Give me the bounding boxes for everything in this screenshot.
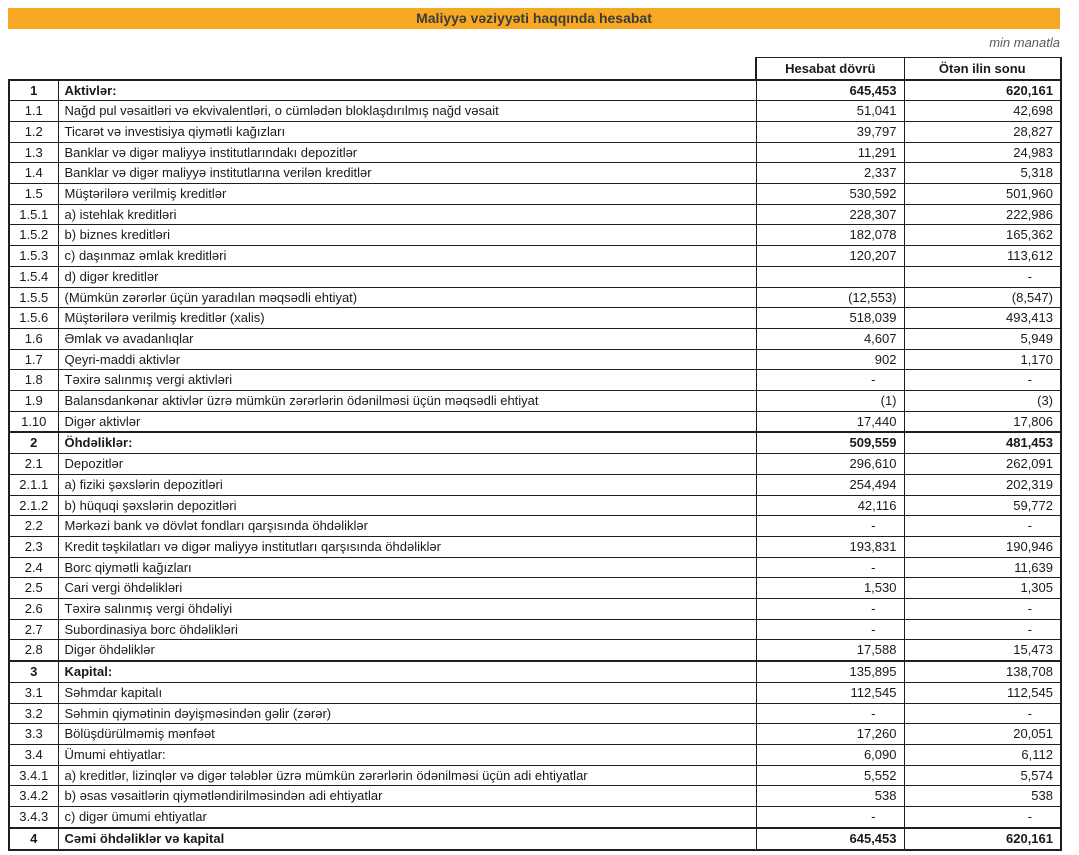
- current-period-cell: 538: [756, 786, 904, 807]
- row-label-cell: Banklar və digər maliyyə institutlarına verilən kreditlər: [58, 163, 756, 184]
- table-row: [9, 474, 1061, 495]
- previous-period-cell: 620,161: [904, 80, 1061, 101]
- table-row: [9, 516, 1061, 537]
- row-number-cell: 1.1: [9, 101, 58, 122]
- previous-period-cell: 262,091: [904, 454, 1061, 475]
- previous-period-cell: 1,170: [904, 349, 1061, 370]
- previous-period-cell: 222,986: [904, 204, 1061, 225]
- table-header-row: [9, 58, 1061, 80]
- row-label-cell: Digər aktivlər: [58, 411, 756, 432]
- column-header-previous-year-end: Ötən ilin sonu: [904, 58, 1061, 80]
- row-number-cell: 2.8: [9, 640, 58, 661]
- row-number-cell: 1.5.3: [9, 246, 58, 267]
- current-period-cell: 39,797: [756, 121, 904, 142]
- row-label-cell: Qeyri-maddi aktivlər: [58, 349, 756, 370]
- table-row: [9, 101, 1061, 122]
- previous-period-cell: 493,413: [904, 308, 1061, 329]
- row-label-cell: Ümumi ehtiyatlar:: [58, 745, 756, 766]
- row-number-cell: 2.2: [9, 516, 58, 537]
- row-label-cell: a) istehlak kreditləri: [58, 204, 756, 225]
- column-header-current-period: Hesabat dövrü: [756, 58, 904, 80]
- row-label-cell: c) daşınmaz əmlak kreditləri: [58, 246, 756, 267]
- row-label-cell: Balansdankənar aktivlər üzrə mümkün zərərlərin ödənilməsi üçün məqsədli ehtiyat: [58, 391, 756, 412]
- previous-period-cell: 113,612: [904, 246, 1061, 267]
- row-number-cell: 3.4.2: [9, 786, 58, 807]
- table-row: [9, 391, 1061, 412]
- row-number-cell: 1.5.2: [9, 225, 58, 246]
- row-label-cell: Aktivlər:: [58, 80, 756, 101]
- table-row: [9, 557, 1061, 578]
- table-header: [9, 58, 1061, 80]
- current-period-cell: 5,552: [756, 765, 904, 786]
- row-number-cell: 1.9: [9, 391, 58, 412]
- row-number-cell: 2.1: [9, 454, 58, 475]
- row-number-cell: 1.3: [9, 142, 58, 163]
- previous-period-cell: 5,949: [904, 328, 1061, 349]
- previous-period-cell: 42,698: [904, 101, 1061, 122]
- current-period-cell: 518,039: [756, 308, 904, 329]
- previous-period-cell: 190,946: [904, 536, 1061, 557]
- row-number-cell: 3.4.3: [9, 807, 58, 828]
- row-number-cell: 1.2: [9, 121, 58, 142]
- previous-period-cell: 501,960: [904, 184, 1061, 205]
- row-number-cell: 3.2: [9, 703, 58, 724]
- row-number-cell: 2.1.2: [9, 495, 58, 516]
- row-label-cell: Kredit təşkilatları və digər maliyyə institutları qarşısında öhdəliklər: [58, 536, 756, 557]
- table-row: [9, 578, 1061, 599]
- current-period-cell: [756, 266, 904, 287]
- table-row: [9, 619, 1061, 640]
- table-row: [9, 640, 1061, 661]
- previous-period-cell: 112,545: [904, 682, 1061, 703]
- row-number-cell: 2.3: [9, 536, 58, 557]
- current-period-cell: 11,291: [756, 142, 904, 163]
- current-period-cell: 530,592: [756, 184, 904, 205]
- table-body: [9, 80, 1061, 850]
- table-row: [9, 745, 1061, 766]
- row-number-cell: 3.4: [9, 745, 58, 766]
- current-period-cell: 645,453: [756, 828, 904, 850]
- current-period-cell: 6,090: [756, 745, 904, 766]
- report-title-banner: Maliyyə vəziyyəti haqqında hesabat: [8, 8, 1060, 29]
- previous-period-cell: (3): [904, 391, 1061, 412]
- current-period-cell: 228,307: [756, 204, 904, 225]
- current-period-cell: -: [756, 703, 904, 724]
- current-period-cell: -: [756, 619, 904, 640]
- row-label-cell: Subordinasiya borc öhdəlikləri: [58, 619, 756, 640]
- current-period-cell: 120,207: [756, 246, 904, 267]
- previous-period-cell: 620,161: [904, 828, 1061, 850]
- current-period-cell: (12,553): [756, 287, 904, 308]
- table-row: [9, 142, 1061, 163]
- table-row: [9, 661, 1061, 682]
- table-row: [9, 432, 1061, 453]
- previous-period-cell: 15,473: [904, 640, 1061, 661]
- previous-period-cell: 202,319: [904, 474, 1061, 495]
- financial-position-table: [8, 57, 1062, 851]
- row-label-cell: Digər öhdəliklər: [58, 640, 756, 661]
- current-period-cell: 51,041: [756, 101, 904, 122]
- table-row: [9, 765, 1061, 786]
- previous-period-cell: -: [904, 703, 1061, 724]
- row-number-cell: 1.5: [9, 184, 58, 205]
- row-label-cell: Müştərilərə verilmiş kreditlər (xalis): [58, 308, 756, 329]
- row-number-cell: 2.1.1: [9, 474, 58, 495]
- row-number-cell: 2.6: [9, 599, 58, 620]
- row-label-cell: Nağd pul vəsaitləri və ekvivalentləri, o cümlədən bloklaşdırılmış nağd vəsait: [58, 101, 756, 122]
- current-period-cell: -: [756, 370, 904, 391]
- row-label-cell: Borc qiymətli kağızları: [58, 557, 756, 578]
- current-period-cell: -: [756, 516, 904, 537]
- table-row: [9, 703, 1061, 724]
- previous-period-cell: 5,574: [904, 765, 1061, 786]
- row-label-cell: Bölüşdürülməmiş mənfəət: [58, 724, 756, 745]
- row-label-cell: Depozitlər: [58, 454, 756, 475]
- current-period-cell: 4,607: [756, 328, 904, 349]
- row-label-cell: a) kreditlər, lizinqlər və digər tələblər üzrə mümkün zərərlərin ödənilməsi üçün adi ehtiyatlar: [58, 765, 756, 786]
- previous-period-cell: 6,112: [904, 745, 1061, 766]
- row-label-cell: Cari vergi öhdəlikləri: [58, 578, 756, 599]
- row-number-cell: 2.7: [9, 619, 58, 640]
- previous-period-cell: 17,806: [904, 411, 1061, 432]
- table-row: [9, 495, 1061, 516]
- current-period-cell: 2,337: [756, 163, 904, 184]
- table-row: [9, 807, 1061, 828]
- row-label-cell: b) biznes kreditləri: [58, 225, 756, 246]
- table-row: [9, 599, 1061, 620]
- row-label-cell: Cəmi öhdəliklər və kapital: [58, 828, 756, 850]
- row-number-cell: 1.5.6: [9, 308, 58, 329]
- previous-period-cell: -: [904, 807, 1061, 828]
- previous-period-cell: 165,362: [904, 225, 1061, 246]
- current-period-cell: 17,588: [756, 640, 904, 661]
- row-label-cell: Kapital:: [58, 661, 756, 682]
- previous-period-cell: -: [904, 266, 1061, 287]
- table-row: [9, 287, 1061, 308]
- table-row: [9, 536, 1061, 557]
- previous-period-cell: 11,639: [904, 557, 1061, 578]
- table-row: [9, 724, 1061, 745]
- current-period-cell: -: [756, 557, 904, 578]
- table-row: [9, 828, 1061, 850]
- row-number-cell: 1.4: [9, 163, 58, 184]
- previous-period-cell: 24,983: [904, 142, 1061, 163]
- previous-period-cell: 1,305: [904, 578, 1061, 599]
- table-row: [9, 163, 1061, 184]
- row-number-cell: 4: [9, 828, 58, 850]
- row-label-cell: Müştərilərə verilmiş kreditlər: [58, 184, 756, 205]
- table-row: [9, 308, 1061, 329]
- table-row: [9, 349, 1061, 370]
- row-label-cell: Əmlak və avadanlıqlar: [58, 328, 756, 349]
- previous-period-cell: 138,708: [904, 661, 1061, 682]
- row-label-cell: Öhdəliklər:: [58, 432, 756, 453]
- previous-period-cell: (8,547): [904, 287, 1061, 308]
- current-period-cell: 193,831: [756, 536, 904, 557]
- current-period-cell: (1): [756, 391, 904, 412]
- current-period-cell: 17,440: [756, 411, 904, 432]
- row-number-cell: 3.3: [9, 724, 58, 745]
- row-label-cell: Təxirə salınmış vergi aktivləri: [58, 370, 756, 391]
- header-spacer: [9, 58, 756, 80]
- table-row: [9, 411, 1061, 432]
- current-period-cell: 135,895: [756, 661, 904, 682]
- table-row: [9, 682, 1061, 703]
- table-row: [9, 266, 1061, 287]
- row-number-cell: 1.7: [9, 349, 58, 370]
- previous-period-cell: 59,772: [904, 495, 1061, 516]
- table-row: [9, 786, 1061, 807]
- table-row: [9, 370, 1061, 391]
- row-label-cell: d) digər kreditlər: [58, 266, 756, 287]
- previous-period-cell: 538: [904, 786, 1061, 807]
- current-period-cell: -: [756, 599, 904, 620]
- previous-period-cell: 5,318: [904, 163, 1061, 184]
- row-label-cell: c) digər ümumi ehtiyatlar: [58, 807, 756, 828]
- previous-period-cell: 20,051: [904, 724, 1061, 745]
- current-period-cell: 902: [756, 349, 904, 370]
- current-period-cell: 254,494: [756, 474, 904, 495]
- row-number-cell: 3: [9, 661, 58, 682]
- row-label-cell: Banklar və digər maliyyə institutlarındakı depozitlər: [58, 142, 756, 163]
- row-label-cell: Mərkəzi bank və dövlət fondları qarşısında öhdəliklər: [58, 516, 756, 537]
- current-period-cell: 42,116: [756, 495, 904, 516]
- row-label-cell: Səhmin qiymətinin dəyişməsindən gəlir (zərər): [58, 703, 756, 724]
- previous-period-cell: 481,453: [904, 432, 1061, 453]
- row-number-cell: 2.4: [9, 557, 58, 578]
- current-period-cell: 17,260: [756, 724, 904, 745]
- row-label-cell: Ticarət və investisiya qiymətli kağızları: [58, 121, 756, 142]
- previous-period-cell: -: [904, 370, 1061, 391]
- current-period-cell: 509,559: [756, 432, 904, 453]
- row-label-cell: Səhmdar kapitalı: [58, 682, 756, 703]
- table-row: [9, 184, 1061, 205]
- units-note: min manatla: [989, 35, 1060, 50]
- table-row: [9, 328, 1061, 349]
- row-number-cell: 1.5.4: [9, 266, 58, 287]
- row-label-cell: b) əsas vəsaitlərin qiymətləndirilməsindən adi ehtiyatlar: [58, 786, 756, 807]
- row-number-cell: 3.4.1: [9, 765, 58, 786]
- row-number-cell: 1.5.5: [9, 287, 58, 308]
- table-row: [9, 246, 1061, 267]
- row-number-cell: 1.8: [9, 370, 58, 391]
- row-number-cell: 1.10: [9, 411, 58, 432]
- previous-period-cell: -: [904, 619, 1061, 640]
- row-label-cell: (Mümkün zərərlər üçün yaradılan məqsədli ehtiyat): [58, 287, 756, 308]
- current-period-cell: -: [756, 807, 904, 828]
- row-number-cell: 2: [9, 432, 58, 453]
- table-row: [9, 225, 1061, 246]
- row-number-cell: 1.5.1: [9, 204, 58, 225]
- table-row: [9, 121, 1061, 142]
- previous-period-cell: -: [904, 516, 1061, 537]
- current-period-cell: 182,078: [756, 225, 904, 246]
- current-period-cell: 296,610: [756, 454, 904, 475]
- row-number-cell: 3.1: [9, 682, 58, 703]
- current-period-cell: 112,545: [756, 682, 904, 703]
- row-label-cell: a) fiziki şəxslərin depozitləri: [58, 474, 756, 495]
- row-label-cell: Təxirə salınmış vergi öhdəliyi: [58, 599, 756, 620]
- current-period-cell: 1,530: [756, 578, 904, 599]
- table-row: [9, 454, 1061, 475]
- table-row: [9, 204, 1061, 225]
- row-label-cell: b) hüquqi şəxslərin depozitləri: [58, 495, 756, 516]
- current-period-cell: 645,453: [756, 80, 904, 101]
- row-number-cell: 1.6: [9, 328, 58, 349]
- previous-period-cell: -: [904, 599, 1061, 620]
- row-number-cell: 1: [9, 80, 58, 101]
- row-number-cell: 2.5: [9, 578, 58, 599]
- table-row: [9, 80, 1061, 101]
- previous-period-cell: 28,827: [904, 121, 1061, 142]
